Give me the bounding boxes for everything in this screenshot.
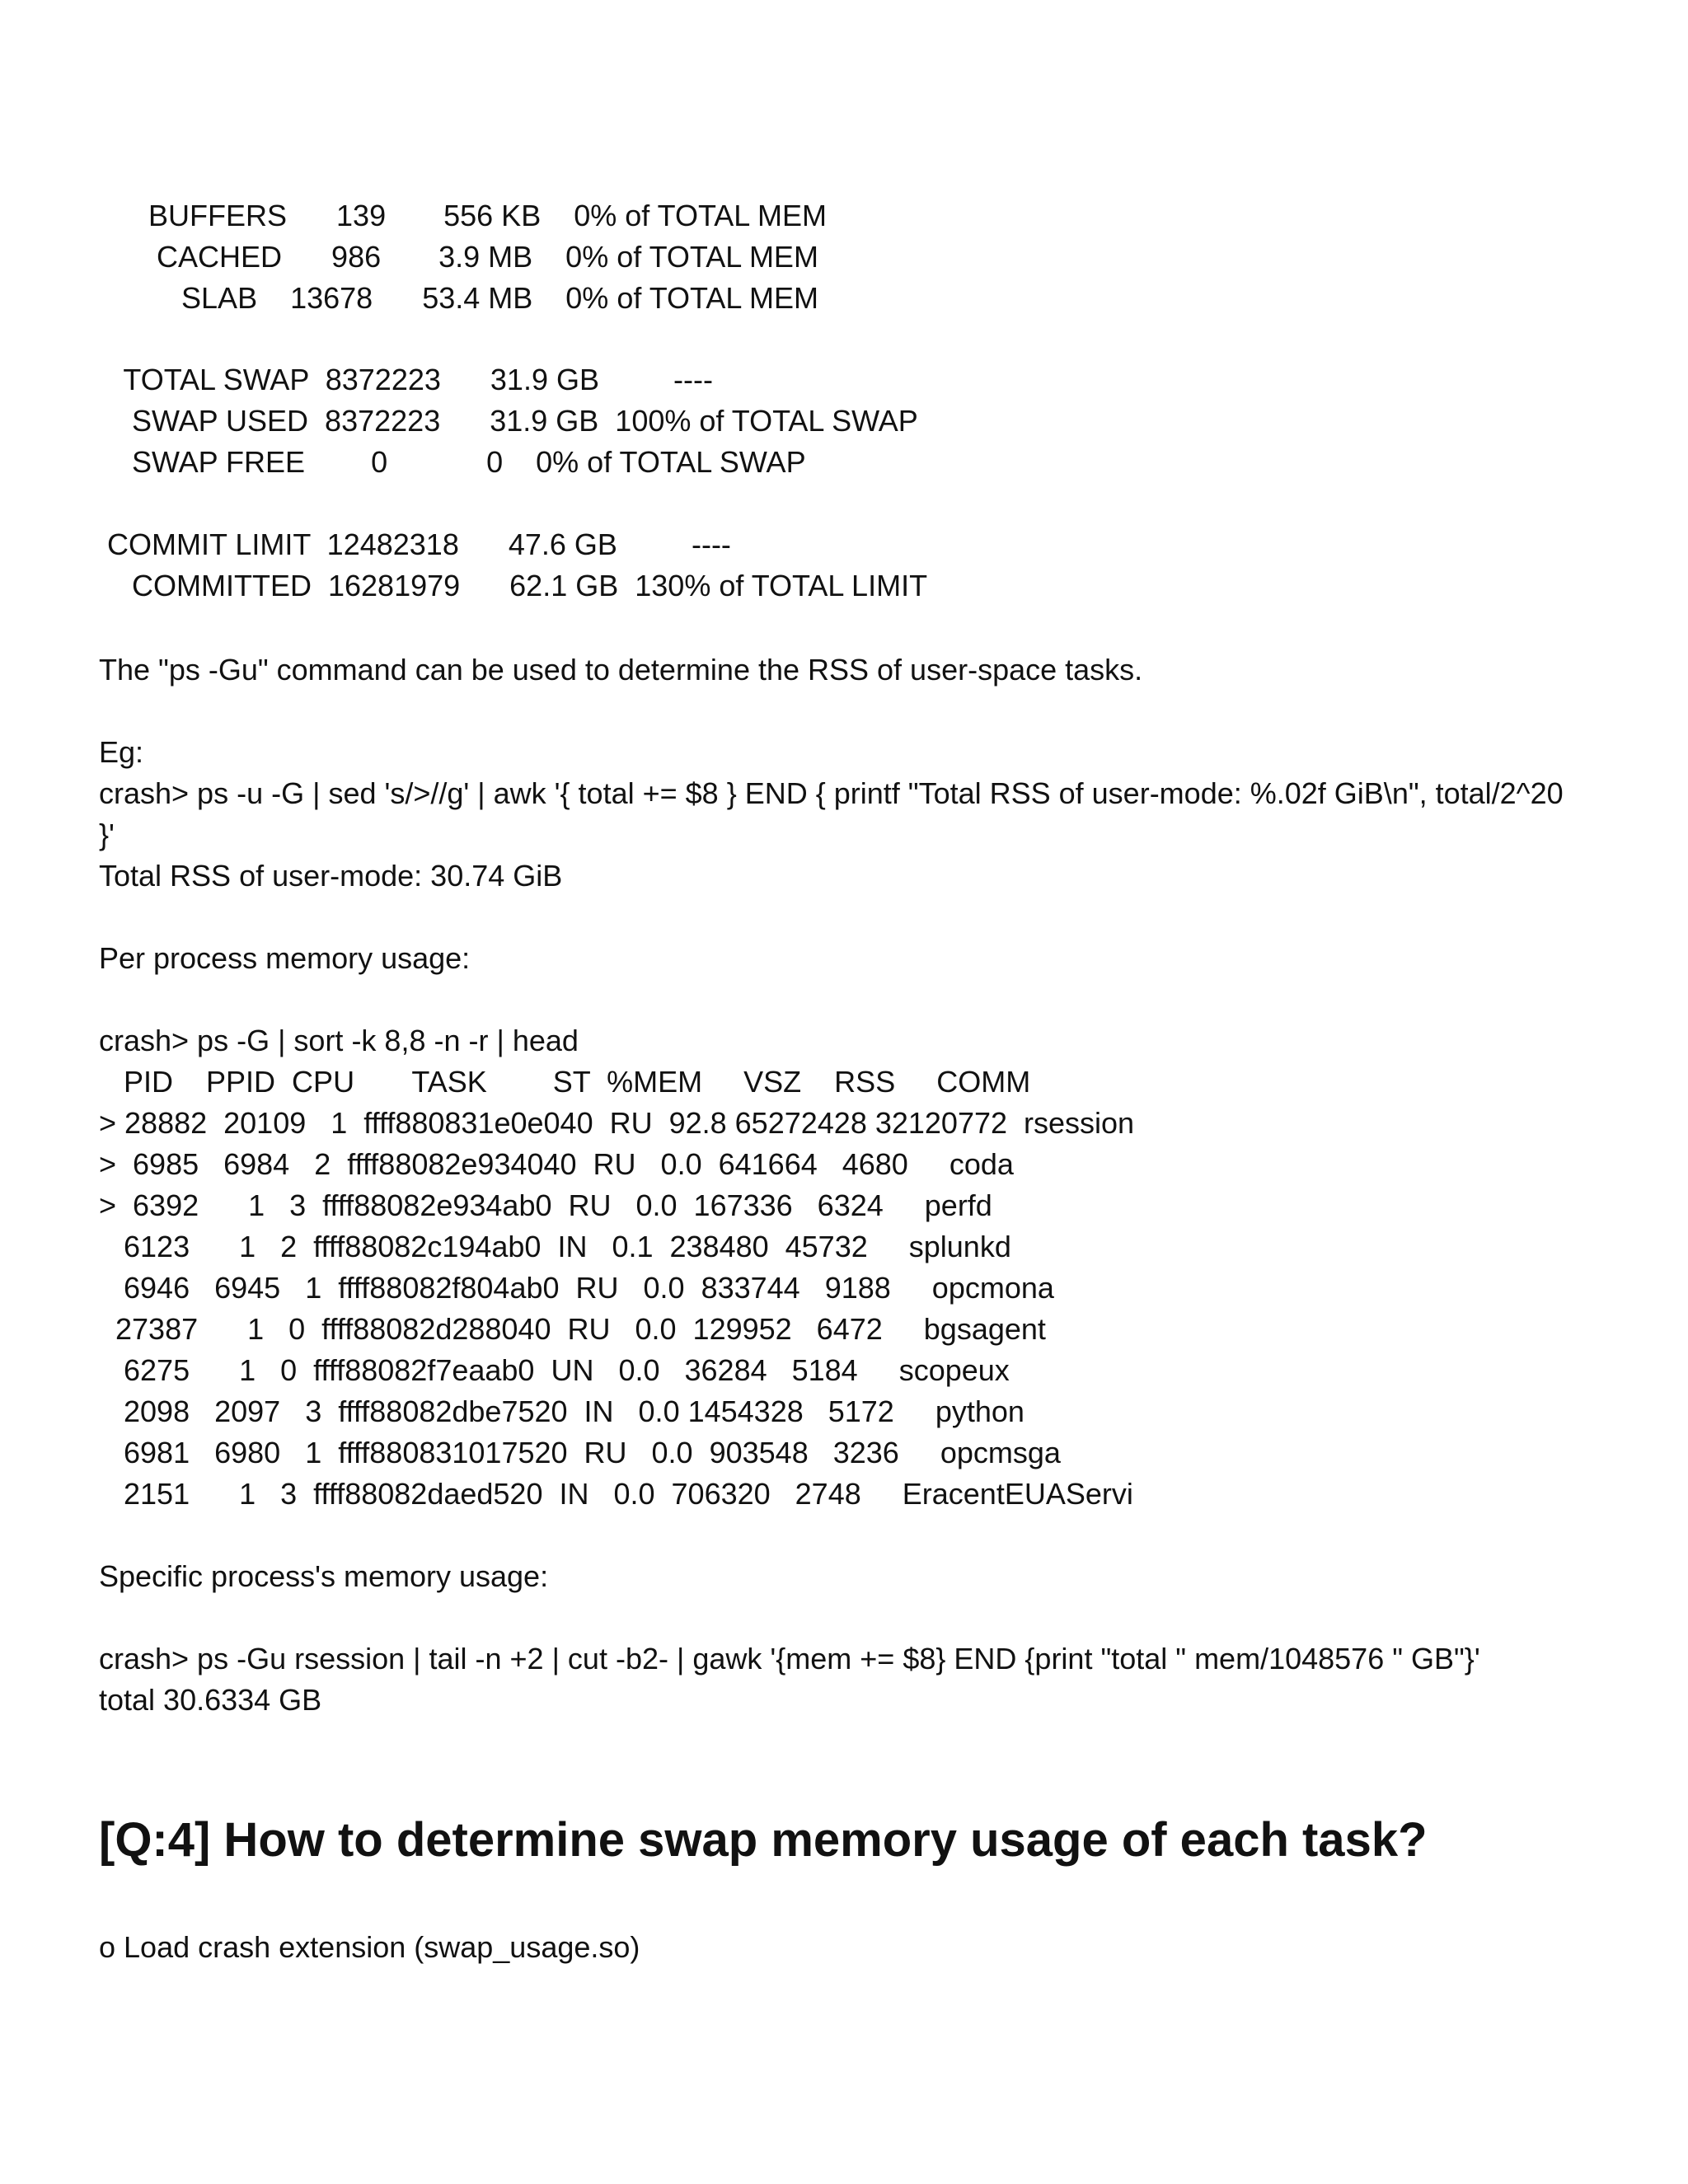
eg-label: Eg: xyxy=(99,735,144,769)
committed-line: COMMITTED 16281979 62.1 GB 130% of TOTAL LIMIT xyxy=(99,569,928,602)
swap-used-line: SWAP USED 8372223 31.9 GB 100% of TOTAL SWAP xyxy=(99,404,918,438)
eg-command-line-1: crash> ps -u -G | sed 's/>//g' | awk '{ total += $8 } END { printf "Total RSS of user-mode: %.02f GiB\n", total/2^20 xyxy=(99,776,1564,810)
commit-limit-line: COMMIT LIMIT 12482318 47.6 GB ---- xyxy=(99,527,731,561)
ps-header: PID PPID CPU TASK ST %MEM VSZ RSS COMM xyxy=(99,1065,1031,1099)
cached-line: CACHED 986 3.9 MB 0% of TOTAL MEM xyxy=(99,240,818,274)
ps-row: 27387 1 0 ffff88082d288040 RU 0.0 129952 6472 bgsagent xyxy=(99,1312,1046,1346)
ps-row: 6123 1 2 ffff88082c194ab0 IN 0.1 238480 45732 splunkd xyxy=(99,1230,1011,1263)
swap-free-line: SWAP FREE 0 0 0% of TOTAL SWAP xyxy=(99,445,806,479)
specific-label: Specific process's memory usage: xyxy=(99,1559,549,1593)
ps-row: 6946 6945 1 ffff88082f804ab0 RU 0.0 833744 9188 opcmona xyxy=(99,1271,1054,1305)
ps-row: > 6392 1 3 ffff88082e934ab0 RU 0.0 167336 6324 perfd xyxy=(99,1188,992,1222)
eg-output: Total RSS of user-mode: 30.74 GiB xyxy=(99,859,563,893)
q4-step-1: o Load crash extension (swap_usage.so) xyxy=(99,1930,640,1964)
specific-output: total 30.6334 GB xyxy=(99,1683,322,1717)
ps-row: 2151 1 3 ffff88082daed520 IN 0.0 706320 2748 EracentEUAServi xyxy=(99,1477,1133,1511)
per-process-label: Per process memory usage: xyxy=(99,941,471,975)
ps-row: 6981 6980 1 ffff880831017520 RU 0.0 903548 3236 opcmsga xyxy=(99,1436,1061,1469)
eg-command-line-2: }' xyxy=(99,818,115,851)
ps-row: > 6985 6984 2 ffff88082e934040 RU 0.0 641664 4680 coda xyxy=(99,1147,1014,1181)
ps-row: 6275 1 0 ffff88082f7eaab0 UN 0.0 36284 5184 scopeux xyxy=(99,1353,1010,1387)
specific-command: crash> ps -Gu rsession | tail -n +2 | cut -b2- | gawk '{mem += $8} END {print "total " mem/1048576 " GB"}' xyxy=(99,1642,1480,1675)
ps-row: > 28882 20109 1 ffff880831e0e040 RU 92.8 65272428 32120772 rsession xyxy=(99,1106,1135,1140)
buffers-line: BUFFERS 139 556 KB 0% of TOTAL MEM xyxy=(99,199,827,232)
ps-row: 2098 2097 3 ffff88082dbe7520 IN 0.0 1454328 5172 python xyxy=(99,1394,1025,1428)
total-swap-line: TOTAL SWAP 8372223 31.9 GB ---- xyxy=(99,363,713,396)
rss-note: The "ps -Gu" command can be used to determine the RSS of user-space tasks. xyxy=(99,653,1143,687)
slab-line: SLAB 13678 53.4 MB 0% of TOTAL MEM xyxy=(99,281,819,315)
ps-command: crash> ps -G | sort -k 8,8 -n -r | head xyxy=(99,1024,579,1057)
q4-heading: [Q:4] How to determine swap memory usage of each task? xyxy=(99,1813,1428,1867)
